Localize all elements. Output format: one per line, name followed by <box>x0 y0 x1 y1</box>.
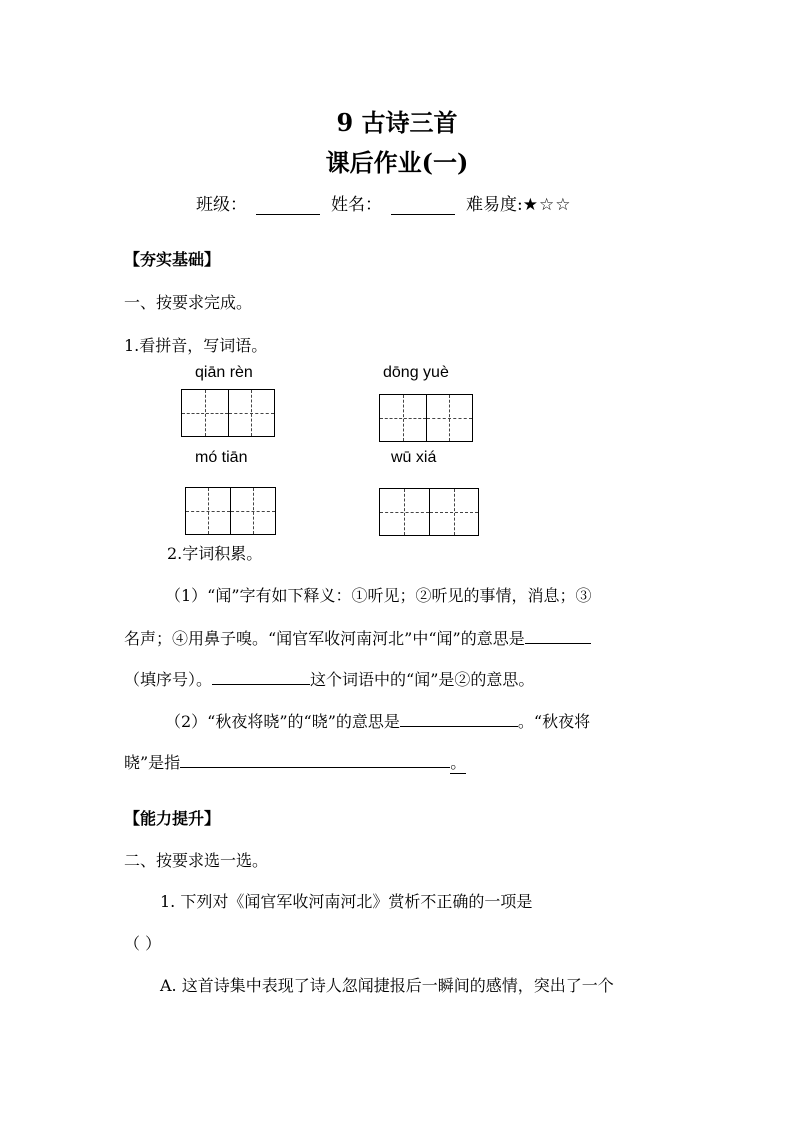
section2-instruction: 二、按要求选一选。 <box>124 851 269 870</box>
answer-blank-meaning[interactable] <box>525 627 591 644</box>
q2-p1-line3 <box>124 667 534 690</box>
s2-q1-answer-paren[interactable]: （ ） <box>124 934 162 953</box>
q2-p1-line2 <box>124 626 591 649</box>
s2-q1-label: 1. 下列对《闻官军收河南河北》赏析不正确的一项是 <box>160 892 533 911</box>
q2-p1-line2-text: 名声；④用鼻子嗅。“闻官军收河南河北”中“闻”的意思是 <box>124 629 525 648</box>
lesson-title: 9 古诗三首 <box>336 108 458 137</box>
section-heading-basics: 【夯实基础】 <box>124 250 221 269</box>
q2-p2-line1-start: （2）“秋夜将晓”的“晓”的意思是 <box>165 712 400 731</box>
name-blank[interactable] <box>391 196 455 215</box>
writing-cell[interactable] <box>380 489 429 535</box>
class-blank[interactable] <box>256 196 320 215</box>
writing-cell[interactable] <box>182 390 228 436</box>
writing-grid-qianren[interactable] <box>181 389 275 437</box>
writing-cell[interactable] <box>230 488 275 534</box>
student-info-row <box>196 190 571 215</box>
writing-cell[interactable] <box>429 489 479 535</box>
pinyin-dongyue: dōng yuè <box>383 364 449 381</box>
answer-blank-word[interactable] <box>212 668 310 685</box>
difficulty-label: 难易度: <box>466 195 523 215</box>
answer-blank-meaning-phrase[interactable] <box>180 751 450 768</box>
writing-grid-motian[interactable] <box>185 487 276 535</box>
pinyin-motian: mó tiān <box>195 449 248 466</box>
difficulty-stars: ★☆☆ <box>522 195 572 215</box>
q2-p1-line1: （1）“闻”字有如下释义：①听见；②听见的事情，消息；③ <box>165 586 592 605</box>
writing-cell[interactable] <box>186 488 230 534</box>
q2-p2-line1 <box>165 709 590 732</box>
q2-p1-line3-start: （填序号）。 <box>124 670 213 689</box>
q2-p2-line1-end: 。“秋夜将 <box>517 712 591 731</box>
q2-label: 2.字词积累。 <box>167 544 263 563</box>
q2-p2-line2-end: 。 <box>450 750 466 774</box>
answer-blank-xiao[interactable] <box>400 710 518 727</box>
q2-p2-line2-start: 晓”是指 <box>124 753 181 772</box>
writing-cell[interactable] <box>380 395 426 441</box>
writing-grid-wuxia[interactable] <box>379 488 479 536</box>
writing-grid-dongyue[interactable] <box>379 394 473 442</box>
writing-cell[interactable] <box>228 390 275 436</box>
pinyin-wuxia: wū xiá <box>391 449 437 466</box>
pinyin-qianren: qiān rèn <box>195 364 253 381</box>
section-heading-ability: 【能力提升】 <box>124 809 221 828</box>
q2-p2-line2 <box>124 750 466 774</box>
q1-label: 1.看拼音，写词语。 <box>124 336 268 355</box>
homework-subtitle: 课后作业(一) <box>325 148 469 177</box>
q2-p1-line3-end: 这个词语中的“闻”是②的意思。 <box>310 670 535 689</box>
s2-q1-option-a: A. 这首诗集中表现了诗人忽闻捷报后一瞬间的感情，突出了一个 <box>160 976 614 995</box>
section1-instruction: 一、按要求完成。 <box>124 293 253 312</box>
class-label: 班级： <box>196 195 247 215</box>
writing-cell[interactable] <box>426 395 473 441</box>
name-label: 姓名： <box>331 195 382 215</box>
